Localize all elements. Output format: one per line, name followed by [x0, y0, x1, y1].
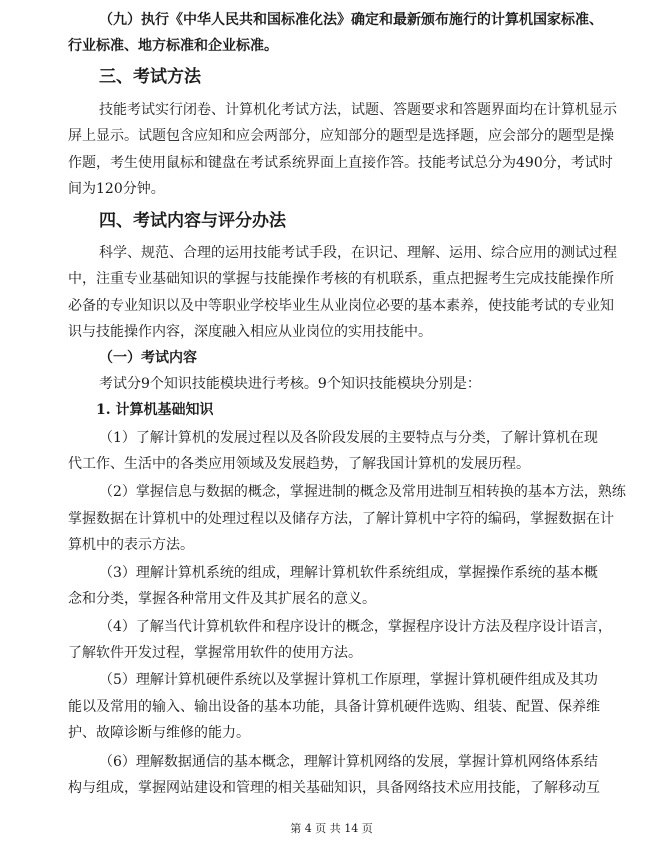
text-line: 了解软件开发过程，掌握常用软件的使用方法。: [68, 645, 362, 661]
text-line: （6）理解数据通信的基本概念，理解计算机网络的发展，掌握计算机网络体系结: [99, 754, 598, 770]
text-line: 识与技能操作内容，深度融入相应从业岗位的实用技能中。: [68, 324, 432, 340]
text-line: 代工作、生活中的各类应用领域及发展趋势，了解我国计算机的发展历程。: [68, 456, 530, 472]
module-heading: 1. 计算机基础知识: [96, 402, 214, 418]
text-line: 算机中的表示方法。: [68, 537, 194, 553]
text-line: （2）掌握信息与数据的概念，掌握进制的概念及常用进制互相转换的基本方法，熟练: [99, 484, 626, 500]
text-line: 作题，考生使用鼠标和键盘在考试系统界面上直接作答。技能考试总分为490分，考试时: [68, 155, 613, 171]
text-line: （九）执行《中华人民共和国标准化法》确定和最新颁布施行的计算机国家标准、: [99, 12, 603, 28]
text-line: （1）了解计算机的发展过程以及各阶段发展的主要特点与分类，了解计算机在现: [99, 430, 598, 446]
text-line: 间为120分钟。: [68, 181, 165, 197]
text-line: 构与组成，掌握网站建设和管理的相关基础知识，具备网络技术应用技能，了解移动互: [68, 780, 600, 796]
text-line: 考试分9个知识技能模块进行考核。9个知识技能模块分别是：: [99, 376, 481, 392]
text-line: 必备的专业知识以及中等职业学校毕业生从业岗位必要的基本素养，使技能考试的专业知: [68, 298, 614, 314]
section-heading: 四、考试内容与评分办法: [99, 211, 286, 231]
text-line: 屏上显示。试题包含应知和应会两部分，应知部分的题型是选择题，应会部分的题型是操: [68, 128, 614, 144]
text-line: 中，注重专业基础知识的掌握与技能操作考核的有机联系，重点把握考生完成技能操作所: [68, 271, 614, 287]
text-line: 行业标准、地方标准和企业标准。: [68, 38, 278, 54]
text-line: 掌握数据在计算机中的处理过程以及储存方法，了解计算机中字符的编码，掌握数据在计: [68, 511, 614, 527]
text-line: （5）理解计算机硬件系统以及掌握计算机工作原理，掌握计算机硬件组成及其功: [99, 672, 598, 688]
text-line: 念和分类，掌握各种常用文件及其扩展名的意义。: [68, 591, 376, 607]
text-line: （3）理解计算机系统的组成，理解计算机软件系统组成，掌握操作系统的基本概: [99, 565, 598, 581]
page-footer: 第 4 页 共 14 页: [290, 822, 373, 835]
section-heading: 三、考试方法: [99, 67, 201, 87]
subsection-heading: （一）考试内容: [99, 350, 197, 366]
text-line: 科学、规范、合理的运用技能考试手段，在识记、理解、运用、综合应用的测试过程: [99, 245, 617, 261]
text-line: 能以及常用的输入、输出设备的基本功能，具备计算机硬件选购、组装、配置、保养维: [68, 699, 600, 715]
text-line: 护、故障诊断与维修的能力。: [68, 725, 250, 741]
text-line: 技能考试实行闭卷、计算机化考试方法，试题、答题要求和答题界面均在计算机显示: [99, 102, 617, 118]
text-line: （4）了解当代计算机软件和程序设计的概念，掌握程序设计方法及程序设计语言，: [99, 619, 612, 635]
